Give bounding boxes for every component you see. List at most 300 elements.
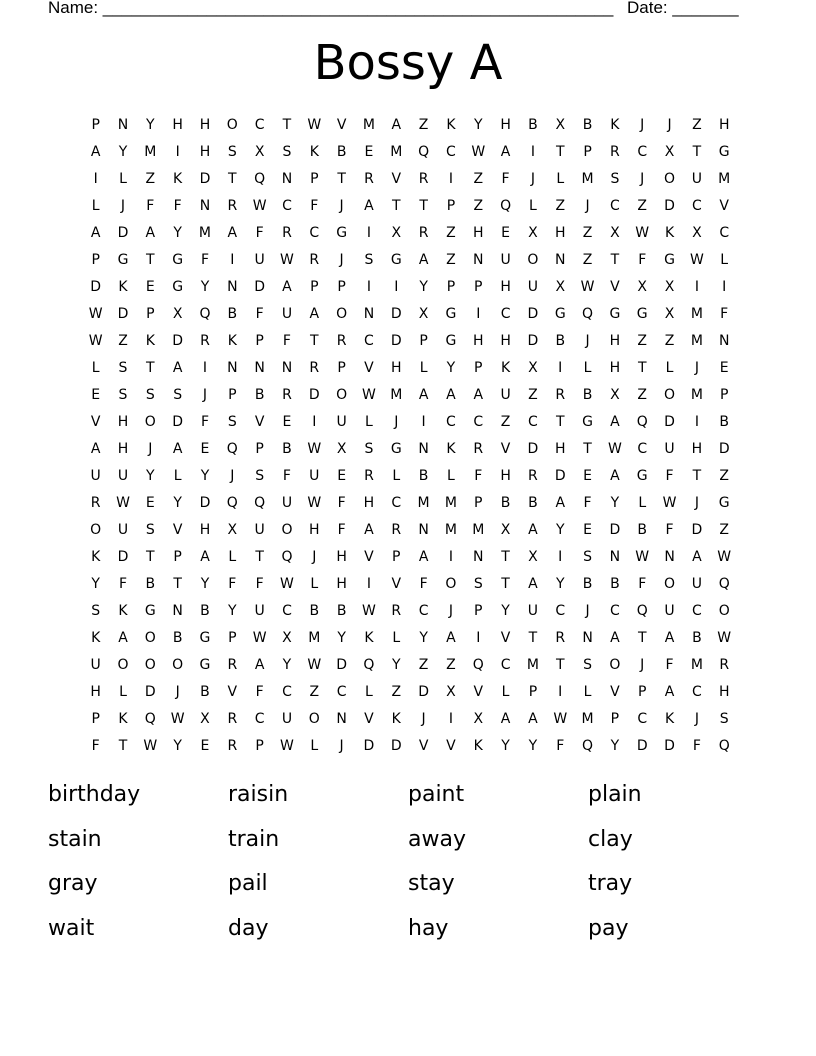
- grid-letter: W: [307, 116, 322, 133]
- grid-letter: S: [364, 440, 374, 457]
- grid-letter: P: [146, 305, 155, 322]
- grid-letter: C: [691, 602, 702, 619]
- grid-letter: G: [199, 629, 211, 646]
- grid-letter: L: [392, 629, 401, 646]
- grid-letter: D: [199, 170, 211, 187]
- grid-letter: Z: [118, 332, 128, 349]
- grid-letter: Z: [664, 332, 675, 349]
- grid-letter: W: [143, 737, 158, 754]
- grid-letter: T: [692, 143, 702, 160]
- grid-letter: R: [309, 251, 320, 268]
- grid-letter: I: [394, 278, 399, 295]
- grid-letter: F: [200, 251, 209, 268]
- grid-letter: X: [200, 710, 210, 727]
- grid-letter: I: [312, 413, 317, 430]
- grid-letter: C: [254, 116, 265, 133]
- grid-letter: Z: [309, 683, 320, 700]
- grid-letter: D: [664, 413, 675, 430]
- grid-letter: A: [528, 521, 538, 538]
- word-bank-item: hay: [408, 915, 449, 941]
- grid-letter: A: [528, 575, 538, 592]
- grid-letter: P: [255, 440, 264, 457]
- grid-letter: X: [692, 224, 702, 241]
- grid-letter: Z: [637, 197, 648, 214]
- grid-letter: W: [116, 494, 130, 511]
- grid-letter: B: [282, 440, 292, 457]
- grid-letter: D: [117, 305, 129, 322]
- grid-letter: E: [282, 413, 292, 430]
- grid-letter: D: [664, 737, 675, 754]
- grid-letter: J: [585, 602, 590, 619]
- grid-letter: K: [227, 332, 237, 349]
- grid-letter: T: [555, 143, 565, 160]
- grid-letter: Z: [446, 656, 456, 673]
- grid-letter: Y: [528, 737, 538, 754]
- grid-letter: K: [664, 710, 675, 727]
- grid-letter: J: [530, 170, 535, 187]
- grid-letter: H: [117, 413, 129, 430]
- grid-letter: N: [418, 521, 429, 538]
- grid-letter: D: [390, 737, 402, 754]
- grid-letter: Z: [145, 170, 156, 187]
- grid-letter: D: [664, 197, 675, 214]
- grid-letter: D: [390, 332, 402, 349]
- grid-letter: V: [610, 278, 620, 295]
- grid-letter: X: [528, 359, 538, 376]
- grid-letter: V: [227, 683, 238, 700]
- grid-letter: R: [473, 440, 484, 457]
- word-bank-item: day: [228, 915, 269, 941]
- grid-letter: C: [500, 305, 511, 322]
- grid-letter: N: [582, 629, 593, 646]
- grid-letter: Y: [200, 467, 210, 484]
- grid-letter: T: [610, 251, 620, 268]
- grid-letter: M: [144, 143, 157, 160]
- grid-letter: R: [610, 143, 620, 160]
- word-bank-item: wait: [48, 915, 95, 941]
- grid-letter: U: [664, 602, 675, 619]
- grid-letter: X: [336, 440, 347, 457]
- grid-letter: H: [199, 116, 211, 133]
- grid-letter: D: [117, 224, 129, 241]
- grid-letter: T: [146, 359, 155, 376]
- grid-letter: R: [364, 467, 374, 484]
- grid-letter: M: [390, 143, 403, 160]
- grid-letter: T: [173, 575, 182, 592]
- grid-letter: S: [282, 143, 292, 160]
- grid-letter: K: [118, 710, 128, 727]
- grid-letter: A: [418, 251, 429, 268]
- grid-letter: Z: [555, 197, 566, 214]
- grid-letter: H: [391, 359, 402, 376]
- grid-letter: A: [610, 467, 620, 484]
- grid-letter: X: [473, 710, 484, 727]
- grid-letter: S: [173, 386, 183, 403]
- grid-letter: M: [690, 386, 703, 403]
- grid-letter: U: [500, 386, 511, 403]
- grid-letter: Y: [200, 278, 210, 295]
- grid-letter: P: [228, 629, 237, 646]
- grid-letter: T: [146, 548, 155, 565]
- grid-letter: S: [255, 467, 265, 484]
- grid-letter: O: [664, 170, 676, 187]
- grid-letter: F: [501, 170, 510, 187]
- grid-letter: O: [90, 521, 102, 538]
- grid-letter: Y: [610, 737, 620, 754]
- grid-letter: O: [281, 521, 293, 538]
- grid-letter: D: [308, 386, 320, 403]
- grid-letter: W: [280, 575, 294, 592]
- grid-letter: V: [418, 737, 429, 754]
- grid-letter: L: [91, 197, 100, 214]
- grid-letter: T: [528, 629, 538, 646]
- grid-letter: S: [227, 143, 237, 160]
- grid-letter: J: [585, 197, 590, 214]
- grid-letter: N: [418, 440, 429, 457]
- grid-letter: X: [664, 278, 675, 295]
- grid-letter: D: [527, 305, 539, 322]
- grid-letter: W: [362, 602, 376, 619]
- grid-letter: Z: [692, 116, 702, 133]
- grid-letter: A: [118, 629, 128, 646]
- grid-letter: J: [148, 440, 153, 457]
- grid-letter: X: [418, 305, 429, 322]
- grid-letter: B: [555, 332, 566, 349]
- grid-letter: F: [255, 305, 264, 322]
- grid-letter: F: [337, 494, 346, 511]
- grid-letter: G: [554, 305, 566, 322]
- grid-letter: A: [172, 359, 183, 376]
- grid-letter: O: [609, 656, 621, 673]
- grid-letter: R: [528, 467, 538, 484]
- grid-letter: J: [640, 116, 645, 133]
- grid-letter: H: [554, 440, 566, 457]
- grid-letter: U: [90, 656, 101, 673]
- grid-letter: O: [117, 656, 129, 673]
- grid-letter: L: [365, 413, 373, 430]
- grid-letter: I: [448, 710, 453, 727]
- grid-letter: S: [227, 413, 237, 430]
- grid-letter: K: [91, 548, 101, 565]
- grid-letter: W: [307, 656, 322, 673]
- grid-letter: A: [446, 386, 456, 403]
- grid-letter: G: [582, 413, 593, 430]
- grid-letter: A: [610, 629, 620, 646]
- grid-letter: Q: [500, 197, 512, 214]
- grid-letter: C: [446, 143, 456, 160]
- grid-letter: A: [364, 521, 374, 538]
- grid-letter: W: [280, 251, 294, 268]
- grid-letter: H: [609, 359, 621, 376]
- grid-letter: Y: [282, 656, 292, 673]
- grid-letter: V: [719, 197, 729, 214]
- grid-letter: A: [528, 710, 538, 727]
- grid-letter: N: [199, 197, 211, 214]
- grid-letter: B: [145, 575, 156, 592]
- grid-letter: N: [718, 332, 730, 349]
- grid-letter: L: [119, 170, 127, 187]
- grid-letter: C: [364, 332, 374, 349]
- grid-letter: X: [282, 629, 292, 646]
- grid-letter: P: [446, 197, 456, 214]
- grid-letter: Z: [473, 170, 484, 187]
- grid-letter: B: [528, 116, 538, 133]
- grid-letter: U: [281, 305, 293, 322]
- grid-letter: A: [692, 548, 702, 565]
- grid-letter: R: [418, 170, 429, 187]
- grid-letter: I: [175, 143, 180, 160]
- grid-letter: O: [527, 251, 539, 268]
- word-bank-item: train: [228, 826, 280, 852]
- grid-letter: Y: [173, 494, 182, 511]
- grid-letter: W: [635, 548, 650, 565]
- grid-letter: Y: [610, 494, 620, 511]
- grid-letter: M: [444, 494, 457, 511]
- grid-letter: W: [88, 305, 103, 322]
- grid-letter: W: [280, 737, 294, 754]
- grid-letter: R: [227, 737, 238, 754]
- grid-letter: K: [364, 629, 374, 646]
- grid-letter: Z: [418, 116, 429, 133]
- grid-letter: E: [337, 467, 347, 484]
- grid-letter: M: [198, 224, 212, 241]
- grid-letter: I: [476, 629, 481, 646]
- grid-letter: M: [690, 305, 703, 322]
- grid-letter: B: [309, 602, 320, 619]
- grid-letter: D: [636, 737, 648, 754]
- grid-letter: D: [172, 332, 184, 349]
- grid-letter: A: [473, 386, 484, 403]
- grid-letter: L: [556, 170, 565, 187]
- grid-letter: M: [444, 521, 457, 538]
- grid-letter: W: [307, 440, 322, 457]
- grid-letter: G: [199, 656, 211, 673]
- grid-letter: B: [336, 602, 347, 619]
- grid-letter: N: [473, 251, 484, 268]
- grid-letter: G: [718, 143, 730, 160]
- grid-letter: C: [336, 683, 347, 700]
- grid-letter: J: [667, 116, 672, 133]
- grid-letter: J: [694, 710, 699, 727]
- grid-letter: S: [473, 575, 483, 592]
- grid-letter: V: [364, 548, 374, 565]
- grid-letter: L: [529, 197, 537, 214]
- grid-letter: G: [390, 251, 402, 268]
- grid-letter: A: [500, 710, 511, 727]
- grid-letter: M: [390, 386, 403, 403]
- grid-letter: R: [200, 332, 210, 349]
- grid-letter: V: [364, 359, 374, 376]
- grid-letter: D: [691, 521, 703, 538]
- grid-letter: A: [282, 278, 292, 295]
- grid-letter: Y: [501, 602, 510, 619]
- grid-letter: M: [417, 494, 430, 511]
- grid-letter: E: [91, 386, 101, 403]
- grid-letter: P: [419, 332, 428, 349]
- grid-letter: J: [640, 170, 645, 187]
- grid-letter: A: [500, 143, 511, 160]
- grid-letter: U: [500, 251, 511, 268]
- grid-letter: P: [91, 251, 100, 268]
- grid-letter: H: [336, 575, 347, 592]
- grid-letter: J: [394, 413, 399, 430]
- grid-letter: Y: [91, 575, 100, 592]
- grid-letter: A: [145, 224, 156, 241]
- grid-letter: F: [665, 467, 674, 484]
- grid-letter: G: [144, 602, 156, 619]
- puzzle-title: Bossy A: [313, 35, 503, 91]
- grid-letter: R: [282, 224, 292, 241]
- grid-letter: G: [390, 440, 402, 457]
- grid-letter: D: [418, 683, 429, 700]
- grid-letter: R: [418, 224, 429, 241]
- grid-letter: U: [254, 602, 265, 619]
- grid-letter: S: [610, 170, 620, 187]
- grid-letter: L: [583, 359, 592, 376]
- grid-letter: A: [610, 413, 620, 430]
- grid-letter: Q: [199, 305, 211, 322]
- grid-letter: G: [609, 305, 621, 322]
- word-bank-item: pail: [228, 871, 268, 896]
- grid-letter: Y: [555, 521, 565, 538]
- grid-letter: O: [664, 575, 676, 592]
- grid-letter: C: [446, 413, 456, 430]
- grid-letter: H: [691, 440, 703, 457]
- grid-letter: V: [391, 575, 402, 592]
- grid-letter: C: [391, 494, 402, 511]
- grid-letter: C: [555, 602, 566, 619]
- grid-letter: K: [118, 602, 128, 619]
- word-bank-item: raisin: [228, 782, 289, 807]
- grid-letter: X: [637, 278, 648, 295]
- grid-letter: U: [281, 710, 293, 727]
- grid-letter: T: [310, 332, 319, 349]
- grid-letter: Z: [582, 224, 593, 241]
- grid-letter: W: [553, 710, 568, 727]
- grid-letter: C: [500, 656, 511, 673]
- grid-letter: A: [200, 548, 210, 565]
- grid-letter: H: [199, 143, 211, 160]
- grid-letter: C: [691, 197, 702, 214]
- grid-letter: H: [718, 683, 730, 700]
- grid-letter: H: [199, 521, 211, 538]
- grid-letter: P: [392, 548, 401, 565]
- grid-letter: F: [692, 737, 701, 754]
- grid-letter: B: [254, 386, 265, 403]
- grid-letter: V: [172, 521, 183, 538]
- grid-letter: W: [580, 278, 595, 295]
- word-bank-item: gray: [48, 871, 98, 896]
- grid-letter: Z: [582, 251, 593, 268]
- grid-letter: H: [309, 521, 320, 538]
- grid-letter: D: [527, 440, 539, 457]
- grid-letter: P: [337, 278, 346, 295]
- grid-letter: P: [474, 359, 483, 376]
- grid-letter: U: [117, 521, 129, 538]
- word-bank-item: stay: [408, 871, 455, 896]
- grid-letter: A: [254, 656, 265, 673]
- grid-letter: F: [665, 656, 674, 673]
- grid-letter: G: [445, 305, 457, 322]
- grid-letter: X: [227, 521, 238, 538]
- grid-letter: C: [254, 710, 265, 727]
- grid-letter: D: [254, 278, 266, 295]
- grid-letter: I: [421, 413, 426, 430]
- grid-letter: S: [145, 386, 155, 403]
- grid-letter: B: [200, 683, 210, 700]
- grid-letter: F: [638, 251, 647, 268]
- grid-letter: R: [391, 521, 402, 538]
- grid-letter: V: [610, 683, 620, 700]
- grid-letter: M: [581, 170, 594, 187]
- grid-letter: T: [692, 467, 702, 484]
- grid-letter: B: [582, 386, 593, 403]
- grid-letter: O: [144, 629, 156, 646]
- grid-letter: K: [118, 278, 128, 295]
- grid-letter: Z: [446, 251, 456, 268]
- grid-letter: A: [90, 143, 101, 160]
- grid-letter: I: [93, 170, 98, 187]
- grid-letter: N: [363, 305, 375, 322]
- grid-letter: Z: [446, 224, 456, 241]
- grid-letter: I: [558, 359, 563, 376]
- grid-letter: K: [446, 116, 456, 133]
- grid-letter: U: [664, 440, 675, 457]
- grid-letter: L: [419, 359, 428, 376]
- grid-letter: I: [558, 683, 563, 700]
- grid-letter: A: [664, 629, 675, 646]
- grid-letter: Y: [146, 116, 155, 133]
- grid-letter: M: [526, 656, 539, 673]
- grid-letter: J: [312, 548, 317, 565]
- grid-letter: N: [227, 278, 238, 295]
- grid-letter: L: [638, 494, 647, 511]
- grid-letter: O: [144, 413, 156, 430]
- grid-letter: N: [281, 359, 293, 376]
- grid-letter: L: [665, 359, 674, 376]
- grid-letter: B: [418, 467, 429, 484]
- grid-letter: I: [366, 224, 372, 241]
- grid-letter: K: [610, 116, 620, 133]
- grid-letter: Q: [254, 494, 266, 511]
- grid-letter: B: [500, 494, 511, 511]
- grid-letter: B: [719, 413, 730, 430]
- grid-letter: X: [172, 305, 183, 322]
- grid-letter: X: [528, 548, 538, 565]
- grid-letter: P: [474, 602, 483, 619]
- grid-letter: N: [254, 359, 265, 376]
- word-search-grid: [82, 111, 738, 759]
- grid-letter: C: [719, 224, 730, 241]
- grid-letter: I: [448, 548, 453, 565]
- grid-letter: L: [501, 683, 510, 700]
- grid-letter: S: [145, 521, 155, 538]
- grid-letter: M: [362, 116, 375, 133]
- grid-letter: A: [172, 440, 183, 457]
- grid-letter: P: [528, 683, 538, 700]
- grid-letter: D: [718, 440, 730, 457]
- grid-letter: H: [609, 332, 621, 349]
- grid-letter: B: [336, 143, 347, 160]
- grid-letter: B: [528, 494, 538, 511]
- grid-letter: A: [446, 629, 456, 646]
- grid-letter: P: [474, 494, 483, 511]
- grid-letter: I: [558, 548, 563, 565]
- grid-letter: G: [445, 332, 457, 349]
- grid-letter: P: [583, 143, 592, 160]
- grid-letter: A: [309, 305, 320, 322]
- grid-letter: R: [282, 386, 292, 403]
